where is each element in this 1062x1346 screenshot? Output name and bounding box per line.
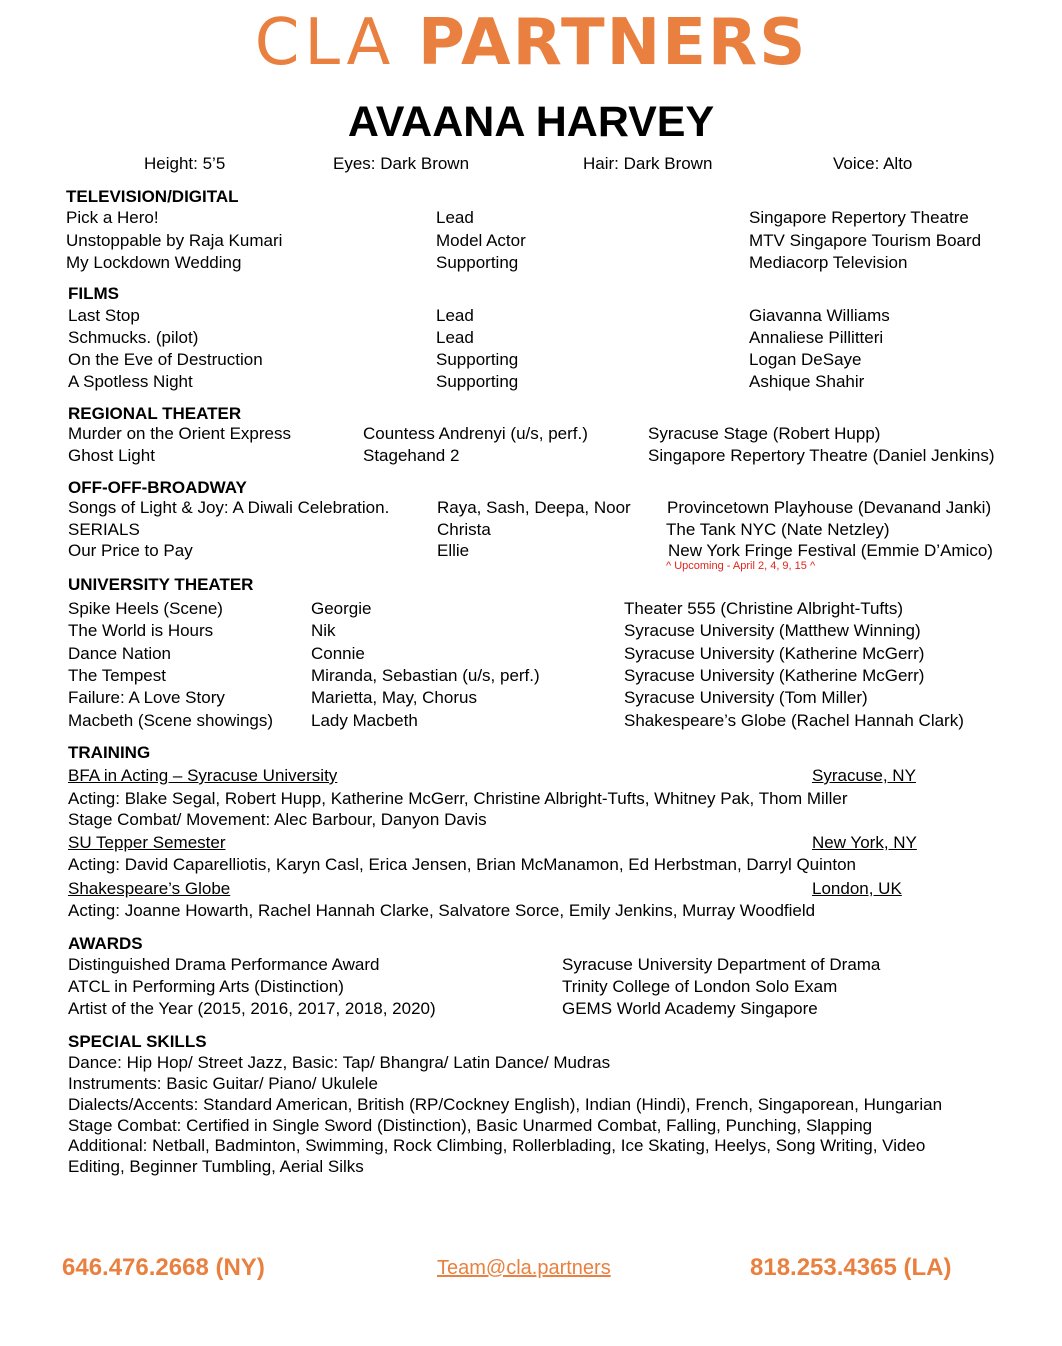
credit-company: Ashique Shahir xyxy=(749,372,865,391)
credit-title: SERIALS xyxy=(68,520,140,539)
credit-title: Macbeth (Scene showings) xyxy=(68,711,274,730)
credit-company: MTV Singapore Tourism Board xyxy=(749,231,982,250)
stat-voice: Voice: Alto xyxy=(833,154,913,173)
credit-title: My Lockdown Wedding xyxy=(66,253,242,272)
credit-company: New York Fringe Festival (Emmie D’Amico) xyxy=(668,541,993,560)
credit-company: Singapore Repertory Theatre (Daniel Jenkins) xyxy=(648,446,995,465)
award-name: Distinguished Drama Performance Award xyxy=(68,955,380,974)
upcoming-note: ^ Upcoming - April 2, 4, 9, 15 ^ xyxy=(666,560,816,572)
credit-company: Annaliese Pillitteri xyxy=(749,328,884,347)
credit-role: Georgie xyxy=(311,599,372,618)
section-heading-skills: SPECIAL SKILLS xyxy=(68,1032,207,1051)
credit-company: Syracuse University (Katherine McGerr) xyxy=(624,666,925,685)
agency-logo xyxy=(0,6,1062,86)
section-heading-films: FILMS xyxy=(68,284,119,303)
credit-company: Singapore Repertory Theatre xyxy=(749,208,969,227)
email-link[interactable]: Team@cla.partners xyxy=(437,1257,611,1279)
credit-title: Schmucks. (pilot) xyxy=(68,328,199,347)
award-name: Artist of the Year (2015, 2016, 2017, 2018, 2020) xyxy=(68,999,436,1018)
section-heading-offoff: OFF-OFF-BROADWAY xyxy=(68,478,247,497)
credit-title: On the Eve of Destruction xyxy=(68,350,263,369)
credit-title: Spike Heels (Scene) xyxy=(68,599,223,618)
credit-role: Supporting xyxy=(436,372,519,391)
credit-company: Giavanna Williams xyxy=(749,306,890,325)
training-detail: Stage Combat/ Movement: Alec Barbour, Danyon Davis xyxy=(68,810,487,829)
credit-company: Theater 555 (Christine Albright-Tufts) xyxy=(624,599,904,618)
credit-role: Nik xyxy=(311,621,336,640)
section-heading-university: UNIVERSITY THEATER xyxy=(68,575,254,594)
credit-company: Syracuse University (Tom Miller) xyxy=(624,688,868,707)
section-heading-tv: TELEVISION/DIGITAL xyxy=(66,187,239,206)
award-org: GEMS World Academy Singapore xyxy=(562,999,818,1018)
credit-role: Miranda, Sebastian (u/s, perf.) xyxy=(311,666,540,685)
credit-role: Model Actor xyxy=(436,231,526,250)
training-program: Shakespeare’s Globe xyxy=(68,879,231,898)
training-detail: Acting: David Caparelliotis, Karyn Casl, Erica Jensen, Brian McManamon, Ed Herbstman, Darryl Quinton xyxy=(68,855,856,874)
credit-title: Songs of Light & Joy: A Diwali Celebration. xyxy=(68,498,390,517)
skill-line: Dialects/Accents: Standard American, British (RP/Cockney English), Indian (Hindi), French, Singaporean, Hungarian xyxy=(68,1095,943,1114)
credit-title: Pick a Hero! xyxy=(66,208,159,227)
award-name: ATCL in Performing Arts (Distinction) xyxy=(68,977,344,996)
skill-line: Additional: Netball, Badminton, Swimming, Rock Climbing, Rollerblading, Ice Skating, Heelys, Song Writing, Video xyxy=(68,1136,926,1155)
stat-eyes: Eyes: Dark Brown xyxy=(333,154,470,173)
credit-company: Shakespeare’s Globe (Rachel Hannah Clark) xyxy=(624,711,964,730)
credit-company: Mediacorp Television xyxy=(749,253,908,272)
award-org: Syracuse University Department of Drama xyxy=(562,955,881,974)
credit-company: Syracuse University (Katherine McGerr) xyxy=(624,644,925,663)
credit-role: Stagehand 2 xyxy=(363,446,460,465)
training-program: SU Tepper Semester xyxy=(68,833,226,852)
skill-line: Editing, Beginner Tumbling, Aerial Silks xyxy=(68,1157,364,1176)
training-location: New York, NY xyxy=(812,833,917,852)
credit-title: Ghost Light xyxy=(68,446,155,465)
credit-title: Dance Nation xyxy=(68,644,172,663)
credit-role: Supporting xyxy=(436,253,519,272)
credit-role: Raya, Sash, Deepa, Noor xyxy=(437,498,631,517)
skill-line: Stage Combat: Certified in Single Sword (Distinction), Basic Unarmed Combat, Falling, Punching, Slapping xyxy=(68,1116,873,1135)
skill-line: Dance: Hip Hop/ Street Jazz, Basic: Tap/ Bhangra/ Latin Dance/ Mudras xyxy=(68,1053,611,1072)
credit-role: Connie xyxy=(311,644,365,663)
training-location: Syracuse, NY xyxy=(812,766,916,785)
credit-title: Last Stop xyxy=(68,306,140,325)
credit-role: Lead xyxy=(436,328,474,347)
credit-company: Logan DeSaye xyxy=(749,350,862,369)
logo-bold-text: PARTNERS xyxy=(418,6,808,80)
training-location: London, UK xyxy=(812,879,902,898)
credit-role: Marietta, May, Chorus xyxy=(311,688,477,707)
section-heading-awards: AWARDS xyxy=(68,934,143,953)
section-heading-regional: REGIONAL THEATER xyxy=(68,404,242,423)
actor-name: AVAANA HARVEY xyxy=(347,98,715,146)
section-heading-training: TRAINING xyxy=(68,743,151,762)
stat-hair: Hair: Dark Brown xyxy=(583,154,713,173)
credit-role: Christa xyxy=(437,520,491,539)
credit-title: The Tempest xyxy=(68,666,166,685)
credit-role: Countess Andrenyi (u/s, perf.) xyxy=(363,424,588,443)
skill-line: Instruments: Basic Guitar/ Piano/ Ukulele xyxy=(68,1074,378,1093)
training-detail: Acting: Joanne Howarth, Rachel Hannah Clarke, Salvatore Sorce, Emily Jenkins, Murray Woodfield xyxy=(68,901,816,920)
training-program: BFA in Acting – Syracuse University xyxy=(68,766,338,785)
credit-role: Supporting xyxy=(436,350,519,369)
phone-la[interactable]: 818.253.4365 (LA) xyxy=(750,1254,952,1281)
credit-title: Murder on the Orient Express xyxy=(68,424,291,443)
credit-title: Our Price to Pay xyxy=(68,541,193,560)
logo-light-text: CLA xyxy=(254,6,396,80)
credit-title: Unstoppable by Raja Kumari xyxy=(66,231,283,250)
credit-role: Ellie xyxy=(437,541,470,560)
phone-ny[interactable]: 646.476.2668 (NY) xyxy=(62,1254,265,1281)
credit-title: Failure: A Love Story xyxy=(68,688,225,707)
credit-title: A Spotless Night xyxy=(68,372,193,391)
credit-company: Provincetown Playhouse (Devanand Janki) xyxy=(667,498,992,517)
credit-role: Lady Macbeth xyxy=(311,711,418,730)
credit-role: Lead xyxy=(436,208,474,227)
training-detail: Acting: Blake Segal, Robert Hupp, Katherine McGerr, Christine Albright-Tufts, Whitney Pak, Thom Miller xyxy=(68,789,848,808)
award-org: Trinity College of London Solo Exam xyxy=(562,977,838,996)
stat-height: Height: 5’5 xyxy=(144,154,226,173)
credit-role: Lead xyxy=(436,306,474,325)
credit-company: Syracuse Stage (Robert Hupp) xyxy=(648,424,881,443)
credit-title: The World is Hours xyxy=(68,621,214,640)
credit-company: Syracuse University (Matthew Winning) xyxy=(624,621,921,640)
credit-company: The Tank NYC (Nate Netzley) xyxy=(666,520,890,539)
